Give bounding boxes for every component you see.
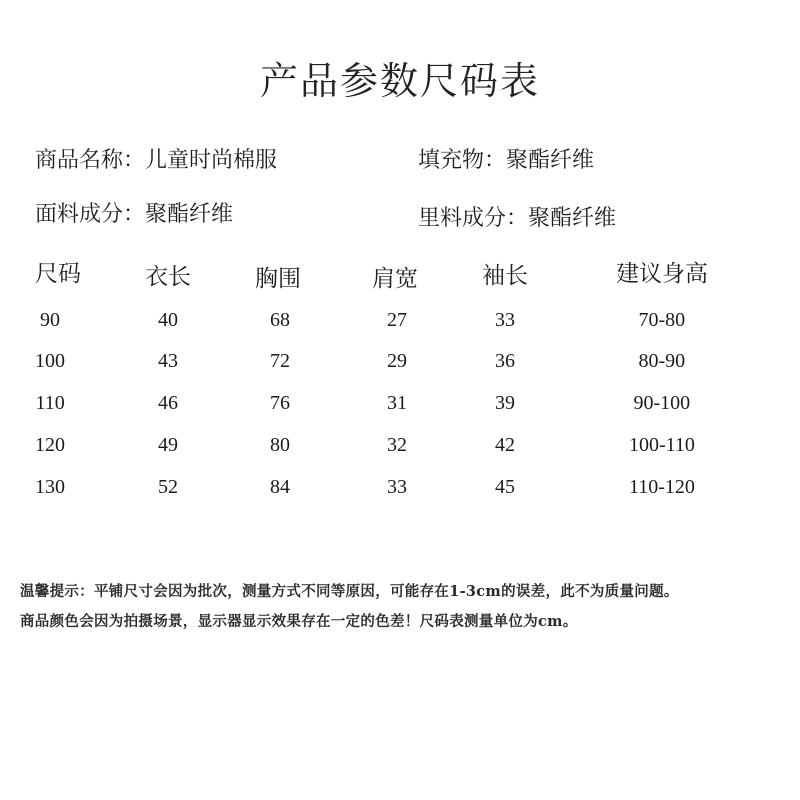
filling-info: [418, 143, 594, 174]
cell-length: 49: [158, 434, 178, 456]
header-shoulder: 肩宽: [372, 266, 418, 292]
cell-length: 46: [158, 392, 178, 414]
cell-shoulder: 31: [387, 392, 407, 414]
product-name-label: 商品名称：: [35, 148, 146, 173]
cell-chest: 76: [270, 392, 290, 414]
note-line-2: 商品颜色会因为拍摄场景，显示器显示效果存在一定的色差！尺码表测量单位为cm。: [20, 613, 578, 630]
cell-sleeve: 39: [495, 392, 515, 414]
cell-size: 130: [35, 476, 65, 498]
cell-length: 52: [158, 476, 178, 498]
cell-size: 110: [35, 392, 65, 414]
header-height: 建议身高: [616, 261, 708, 287]
fabric-info: [35, 197, 233, 228]
filling-label: 填充物：: [418, 148, 507, 173]
cell-size: 100: [35, 350, 65, 372]
cell-chest: 80: [270, 434, 290, 456]
cell-height: 70-80: [638, 309, 686, 331]
cell-sleeve: 36: [495, 350, 515, 372]
filling-value: 聚酯纤维: [506, 148, 595, 173]
lining-label: 里料成分：: [418, 206, 529, 231]
cell-shoulder: 32: [387, 434, 407, 456]
cell-height: 90-100: [633, 392, 691, 414]
lining-value: 聚酯纤维: [528, 206, 617, 231]
cell-shoulder: 29: [387, 350, 407, 372]
fabric-value: 聚酯纤维: [145, 202, 234, 227]
cell-chest: 84: [270, 476, 290, 498]
header-chest: 胸围: [255, 266, 301, 292]
header-length: 衣长: [145, 264, 191, 290]
cell-size: 90: [40, 309, 60, 331]
cell-sleeve: 45: [495, 476, 515, 498]
header-size: 尺码: [35, 261, 81, 287]
fabric-label: 面料成分：: [35, 202, 146, 227]
cell-length: 40: [158, 309, 178, 331]
cell-height: 110-120: [629, 476, 695, 498]
cell-sleeve: 33: [495, 309, 515, 331]
cell-length: 43: [158, 350, 178, 372]
cell-height: 100-110: [629, 434, 695, 456]
product-name-info: [35, 143, 277, 174]
lining-info: [418, 201, 616, 232]
cell-chest: 68: [270, 309, 290, 331]
cell-shoulder: 33: [387, 476, 407, 498]
cell-sleeve: 42: [495, 434, 515, 456]
cell-shoulder: 27: [387, 309, 407, 331]
cell-height: 80-90: [638, 350, 686, 372]
page-title: 产品参数尺码表: [259, 59, 540, 103]
header-sleeve: 袖长: [482, 263, 528, 289]
product-name-value: 儿童时尚棉服: [145, 148, 278, 173]
note-line-1: 温馨提示：平铺尺寸会因为批次，测量方式不同等原因，可能存在1-3cm的误差，此不为质量问题。: [20, 583, 679, 600]
cell-chest: 72: [270, 350, 290, 372]
cell-size: 120: [35, 434, 65, 456]
